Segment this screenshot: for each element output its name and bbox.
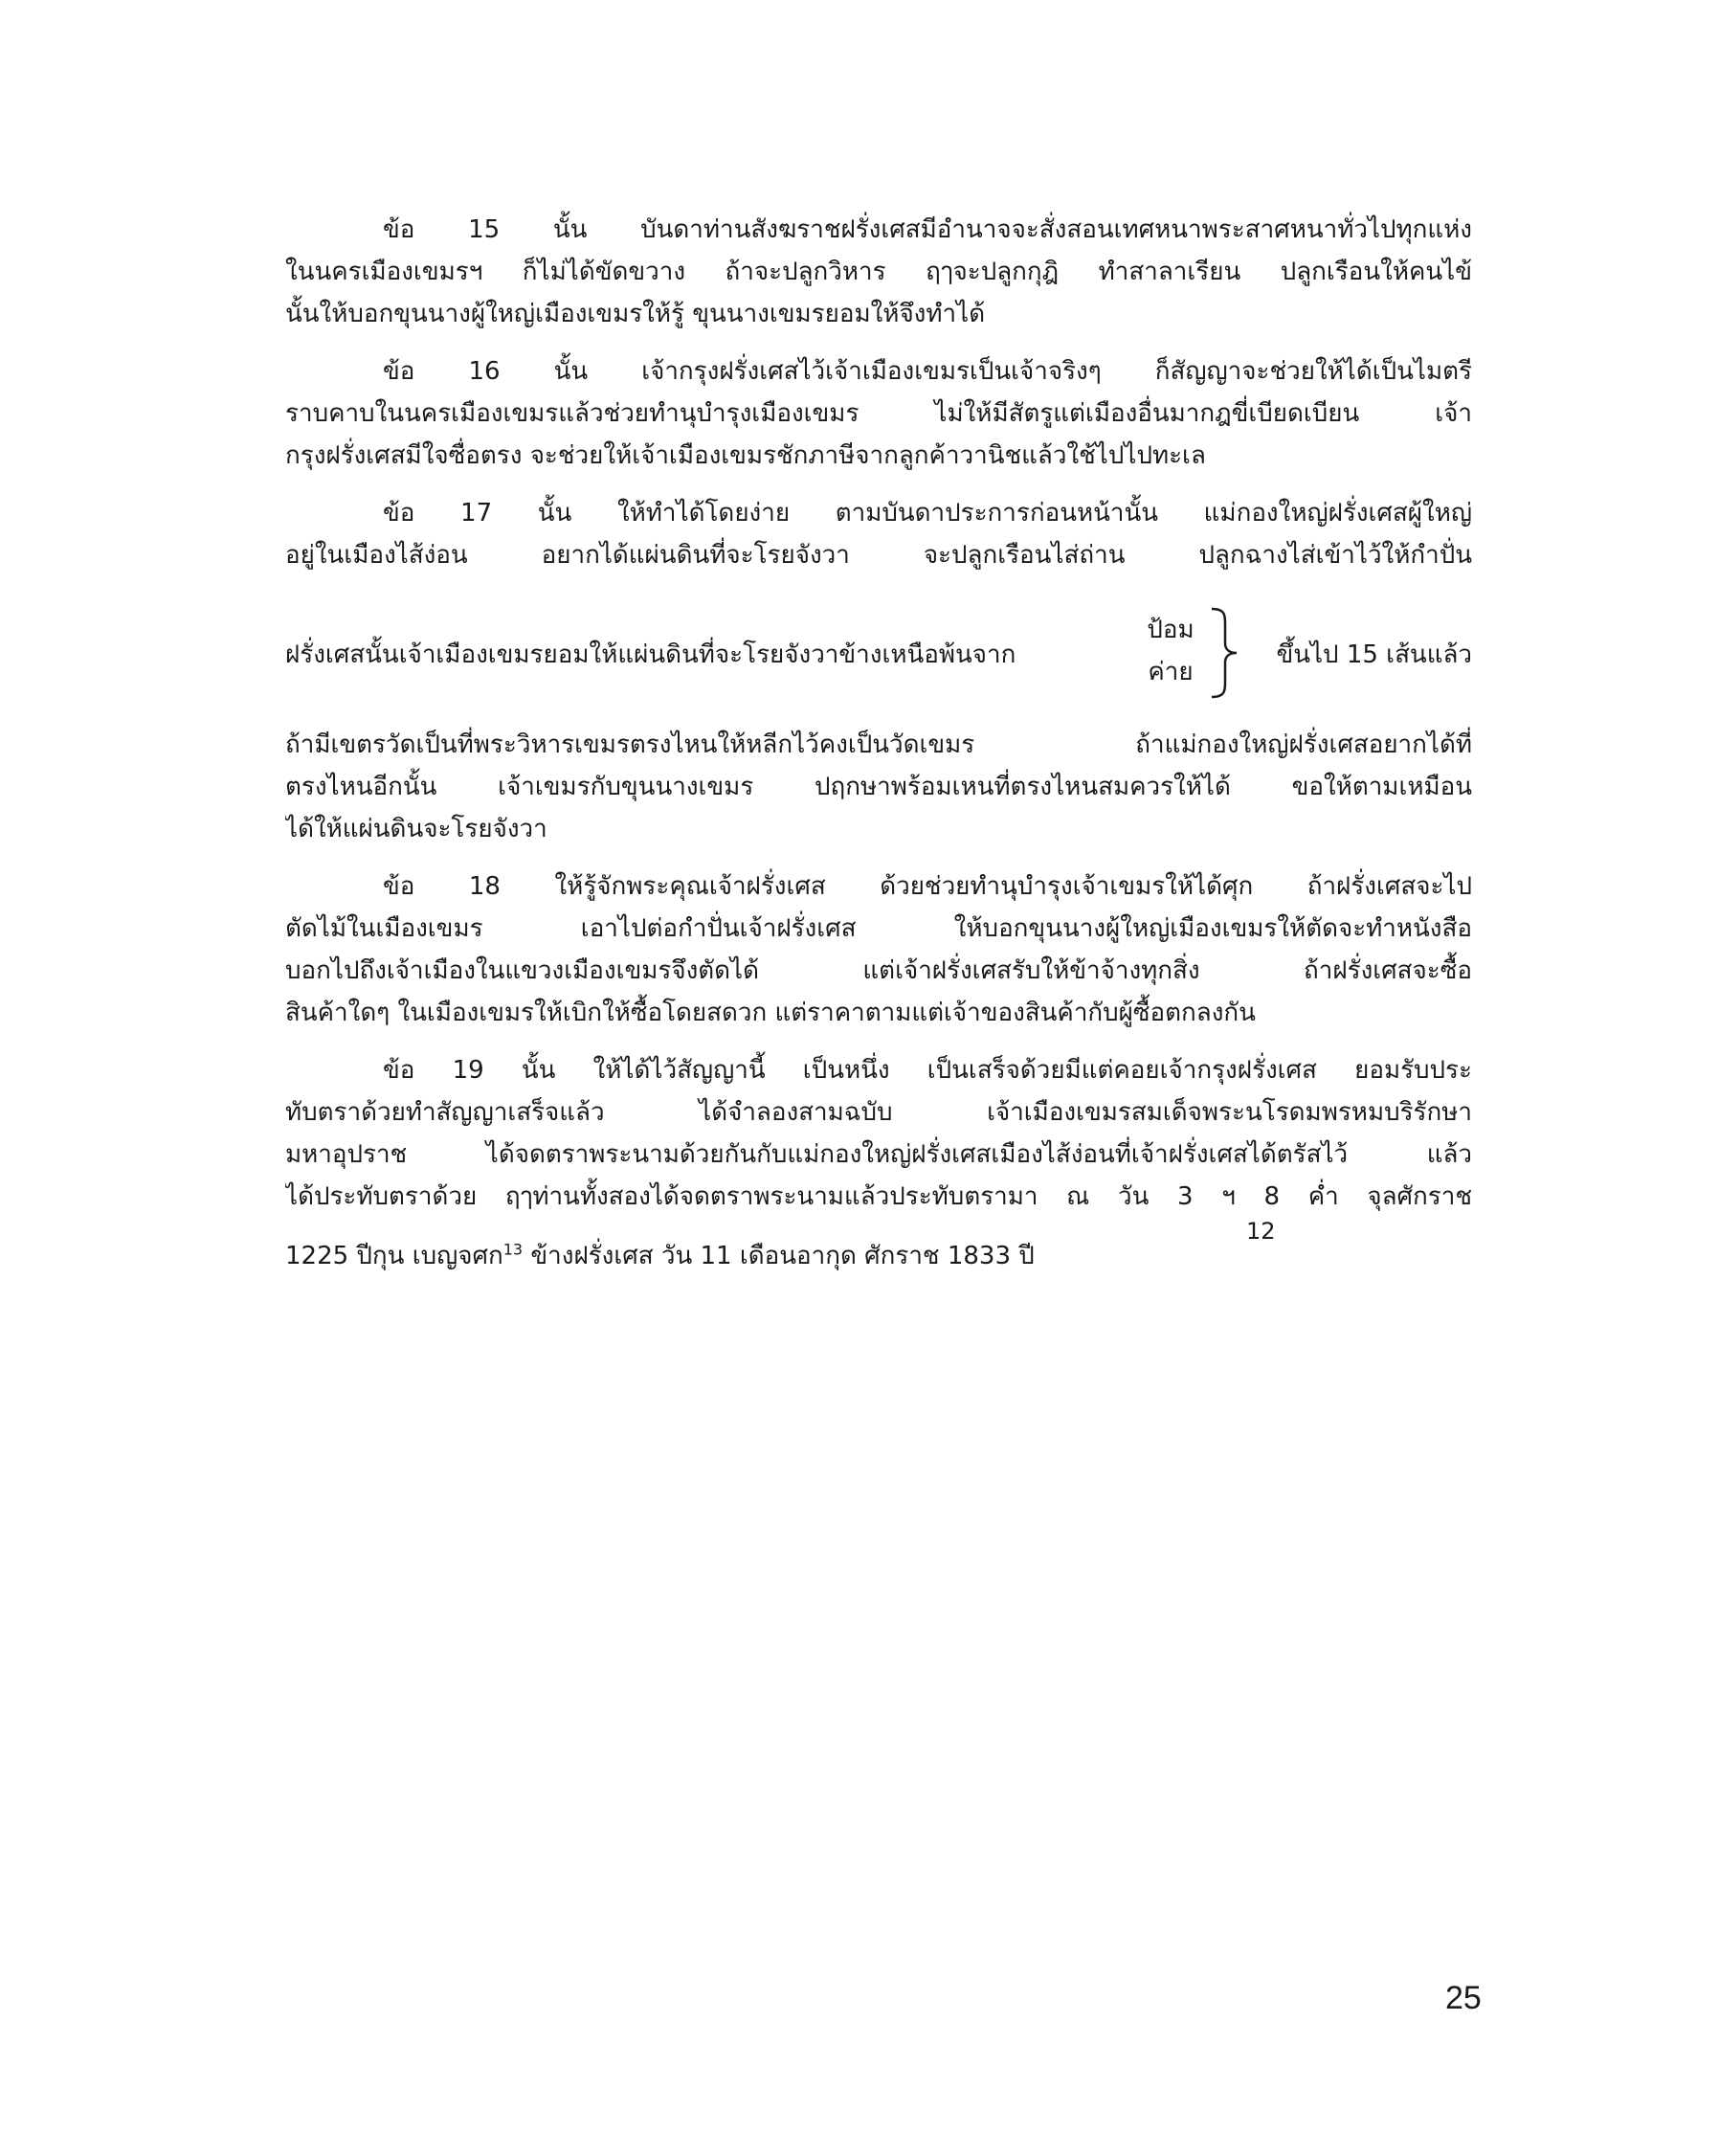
- article-18-line-2: ตัดไม้ในเมืองเขมร เอาไปต่อกำปั่นเจ้าฝรั่งเศส ให้บอกขุนนางผู้ใหญ่เมืองเขมรให้ตัดจะทำหนังสือ: [285, 914, 1472, 943]
- article-16-line-3: กรุงฝรั่งเศสมีใจซื่อตรง จะช่วยให้เจ้าเมืองเขมรชักภาษีจากลูกค้าวานิชแล้วใช้ไปไปทะเล: [285, 441, 1206, 470]
- article-19-line-1: ข้อ 19 นั้น ให้ได้ไว้สัญญานี้ เป็นหนึ่ง เป็นเสร็จด้วยมีแต่คอยเจ้ากรุงฝรั่งเศส ยอมรับประ: [383, 1056, 1472, 1085]
- article-17-line-2: อยู่ในเมืองไส้ง่อน อยากได้แผ่นดินที่จะโรยจังวา จะปลูกเรือนไส่ถ่าน ปลูกฉางไส่เข้าไว้ให้กำปั่น: [285, 541, 1472, 570]
- article-15-line-3: นั้นให้บอกขุนนางผู้ใหญ่เมืองเขมรให้รู้ ขุนนางเขมรยอมให้จึงทำได้: [285, 300, 986, 328]
- lunar-month-number: 12: [1246, 1218, 1276, 1245]
- article-15-line-2: ในนครเมืองเขมรฯ ก็ไม่ได้ขัดขวาง ถ้าจะปลูกวิหาร ฤๅจะปลูกกุฎิ ทำสาลาเรียน ปลูกเรือนให้คนไข้: [285, 258, 1472, 286]
- footnote-reference: 13: [502, 1240, 524, 1259]
- page-number: 25: [1445, 1980, 1482, 2016]
- article-16-line-1: ข้อ 16 นั้น เจ้ากรุงฝรั่งเศสไว้เจ้าเมืองเขมรเป็นเจ้าจริงๆ ก็สัญญาจะช่วยให้ได้เป็นไมตรี: [383, 357, 1472, 386]
- article-19-line-3: มหาอุปราช ได้จดตราพระนามด้วยกันกับแม่กองใหญ่ฝรั่งเศสเมืองไส้ง่อนที่เจ้าฝรั่งเศสได้ตรัสไว้ แล้ว: [285, 1140, 1472, 1169]
- brace-option-camp: ค่าย: [1148, 658, 1194, 686]
- article-16-line-2: ราบคาบในนครเมืองเขมรแล้วช่วยทำนุบำรุงเมืองเขมร ไม่ให้มีสัตรูแต่เมืองอื่นมากฎขี่เบียดเบียน เจ้า: [285, 399, 1472, 428]
- article-17-line-4: ถ้ามีเขตรวัดเป็นที่พระวิหารเขมรตรงไหนให้หลีกไว้คงเป็นวัดเขมร ถ้าแม่กองใหญ่ฝรั่งเศสอยากได้ที่: [285, 730, 1472, 759]
- article-19-line-4: ได้ประทับตราด้วย ฤๅท่านทั้งสองได้จดตราพระนามแล้วประทับตรามา ณ วัน 3 ฯ 8 ค่ำ จุลศักราช: [285, 1182, 1472, 1211]
- article-15-line-1: ข้อ 15 นั้น บันดาท่านสังฆราชฝรั่งเศสมีอำนาจจะสั่งสอนเทศหนาพระสาศหนาทั่วไปทุกแห่ง: [383, 215, 1472, 244]
- date-text-start: 1225 ปีกุน เบญจศก: [285, 1242, 503, 1270]
- date-text-end: ข้างฝรั่งเศส วัน 11 เดือนอากุด ศักราช 1833 ปี: [523, 1242, 1035, 1270]
- article-17-line-5: ตรงไหนอีกนั้น เจ้าเขมรกับขุนนางเขมร ปฤกษาพร้อมเหนที่ตรงไหนสมควรให้ได้ ขอให้ตามเหมือน: [285, 773, 1472, 801]
- brace-options: [1132, 609, 1209, 693]
- article-17-brace-line: [285, 601, 1472, 707]
- article-19-line-2: ทับตราด้วยทำสัญญาเสร็จแล้ว ได้จำลองสามฉบับ เจ้าเมืองเขมรสมเด็จพระนโรดมพรหมบริรักษา: [285, 1098, 1472, 1127]
- curly-brace-icon: [1206, 605, 1244, 701]
- article-18-line-4: สินค้าใดๆ ในเมืองเขมรให้เบิกให้ซื้อโดยสดวก แต่ราคาตามแต่เจ้าของสินค้ากับผู้ซื้อตกลงกัน: [285, 999, 1256, 1027]
- article-17-line-6: ได้ให้แผ่นดินจะโรยจังวา: [285, 815, 547, 843]
- article-17-line-1: ข้อ 17 นั้น ให้ทำได้โดยง่าย ตามบันดาประการก่อนหน้านั้น แม่กองใหญ่ฝรั่งเศสผู้ใหญ่: [383, 499, 1472, 528]
- article-18-line-1: ข้อ 18 ให้รู้จักพระคุณเจ้าฝรั่งเศส ด้วยช่วยทำนุบำรุงเจ้าเขมรให้ได้ศุก ถ้าฝรั่งเศสจะไป: [383, 872, 1472, 901]
- article-17-line-3-text: ฝรั่งเศสนั้นเจ้าเมืองเขมรยอมให้แผ่นดินที่จะโรยจังวาข้างเหนือพ้นจาก: [285, 640, 1016, 669]
- article-18-line-3: บอกไปถึงเจ้าเมืองในแขวงเมืองเขมรจึงตัดได้ แต่เจ้าฝรั่งเศสรับให้ข้าจ้างทุกสิ่ง ถ้าฝรั่งเศสจะซื้อ: [285, 956, 1472, 985]
- brace-option-fort: ป้อม: [1147, 616, 1194, 644]
- article-19-line-5: [285, 1235, 1472, 1277]
- article-17-line-3-tail: ขึ้นไป 15 เส้นแล้ว: [1276, 640, 1472, 669]
